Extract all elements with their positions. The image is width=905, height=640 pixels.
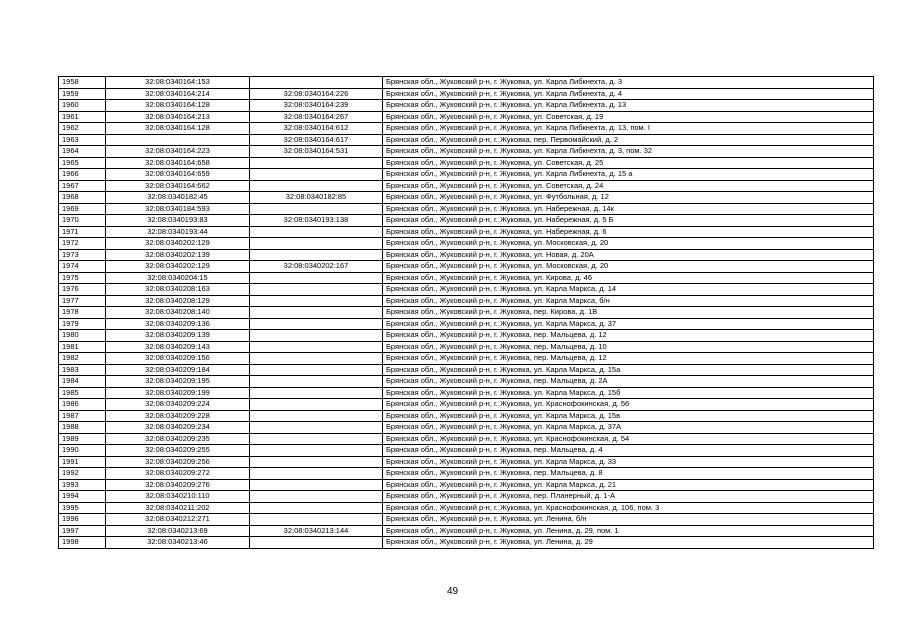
- table-row: [59, 445, 874, 457]
- building-number-cell: [250, 203, 383, 215]
- row-number-cell: 1961: [59, 111, 106, 123]
- table-row: [59, 77, 874, 89]
- building-number-cell: 32:08:0340193:138: [250, 215, 383, 227]
- table-row: [59, 468, 874, 480]
- address-cell: Брянская обл., Жуковский р-н, г. Жуковка, пер. Мальцева, д. 4: [383, 445, 874, 457]
- parcel-number-cell: 32:08:0340209:235: [106, 433, 250, 445]
- building-number-cell: [250, 226, 383, 238]
- row-number-cell: 1995: [59, 502, 106, 514]
- page-number: 49: [446, 586, 459, 597]
- row-number-cell: 1992: [59, 468, 106, 480]
- parcel-number-cell: 32:08:0340213:69: [106, 525, 250, 537]
- address-cell: Брянская обл., Жуковский р-н, г. Жуковка, ул. Советская, д. 19: [383, 111, 874, 123]
- table-row: [59, 399, 874, 411]
- row-number-cell: 1994: [59, 491, 106, 503]
- building-number-cell: 32:08:0340164:267: [250, 111, 383, 123]
- table-row: [59, 525, 874, 537]
- building-number-cell: [250, 77, 383, 89]
- table-row: [59, 422, 874, 434]
- table-row: [59, 249, 874, 261]
- row-number-cell: 1998: [59, 537, 106, 549]
- row-number-cell: 1991: [59, 456, 106, 468]
- row-number-cell: 1966: [59, 169, 106, 181]
- building-number-cell: [250, 514, 383, 526]
- row-number-cell: 1981: [59, 341, 106, 353]
- building-number-cell: [250, 364, 383, 376]
- building-number-cell: [250, 295, 383, 307]
- building-number-cell: [250, 537, 383, 549]
- table-row: [59, 111, 874, 123]
- address-cell: Брянская обл., Жуковский р-н, г. Жуковка, ул. Набережная, д. 6: [383, 226, 874, 238]
- row-number-cell: 1988: [59, 422, 106, 434]
- parcel-number-cell: 32:08:0340209:195: [106, 376, 250, 388]
- row-number-cell: 1965: [59, 157, 106, 169]
- address-cell: Брянская обл., Жуковский р-н, г. Жуковка, ул. Набережная, д. 14к: [383, 203, 874, 215]
- parcel-number-cell: 32:08:0340208:129: [106, 295, 250, 307]
- address-cell: Брянская обл., Жуковский р-н, г. Жуковка, ул. Карла Маркса, д. 37: [383, 318, 874, 330]
- row-number-cell: 1962: [59, 123, 106, 135]
- row-number-cell: 1976: [59, 284, 106, 296]
- parcel-number-cell: 32:08:0340209:143: [106, 341, 250, 353]
- table-row: [59, 134, 874, 146]
- table-row: [59, 295, 874, 307]
- address-cell: Брянская обл., Жуковский р-н, г. Жуковка, ул. Московская, д. 20: [383, 238, 874, 250]
- row-number-cell: 1971: [59, 226, 106, 238]
- row-number-cell: 1958: [59, 77, 106, 89]
- parcel-number-cell: 32:08:0340209:139: [106, 330, 250, 342]
- building-number-cell: [250, 387, 383, 399]
- address-cell: Брянская обл., Жуковский р-н, г. Жуковка, ул. Краснофокинская, д. 106, пом. 3: [383, 502, 874, 514]
- building-number-cell: [250, 410, 383, 422]
- building-number-cell: [250, 307, 383, 319]
- parcel-number-cell: 32:08:0340211:202: [106, 502, 250, 514]
- address-cell: Брянская обл., Жуковский р-н, г. Жуковка, пер. Первомайский, д. 2: [383, 134, 874, 146]
- building-number-cell: [250, 502, 383, 514]
- building-number-cell: [250, 353, 383, 365]
- building-number-cell: [250, 157, 383, 169]
- parcel-number-cell: 32:08:0340209:276: [106, 479, 250, 491]
- building-number-cell: 32:08:0340164:617: [250, 134, 383, 146]
- table-row: [59, 169, 874, 181]
- building-number-cell: 32:08:0340182:85: [250, 192, 383, 204]
- table-row: [59, 180, 874, 192]
- address-cell: Брянская обл., Жуковский р-н, г. Жуковка, пер. Мальцева, д. 12: [383, 330, 874, 342]
- row-number-cell: 1967: [59, 180, 106, 192]
- parcel-number-cell: 32:08:0340164:214: [106, 88, 250, 100]
- table-body: [59, 77, 874, 549]
- table-row: [59, 353, 874, 365]
- parcel-number-cell: 32:08:0340209:184: [106, 364, 250, 376]
- parcel-number-cell: 32:08:0340209:255: [106, 445, 250, 457]
- address-cell: Брянская обл., Жуковский р-н, г. Жуковка, ул. Ленина, д. 29, пом. 1: [383, 525, 874, 537]
- cadastral-table: [58, 76, 874, 549]
- building-number-cell: [250, 249, 383, 261]
- address-cell: Брянская обл., Жуковский р-н, г. Жуковка, пер. Планерный, д. 1-А: [383, 491, 874, 503]
- building-number-cell: [250, 445, 383, 457]
- building-number-cell: [250, 272, 383, 284]
- table-row: [59, 272, 874, 284]
- table-row: [59, 226, 874, 238]
- parcel-number-cell: 32:08:0340202:139: [106, 249, 250, 261]
- row-number-cell: 1986: [59, 399, 106, 411]
- parcel-number-cell: 32:08:0340209:272: [106, 468, 250, 480]
- address-cell: Брянская обл., Жуковский р-н, г. Жуковка, пер. Мальцева, д. 10: [383, 341, 874, 353]
- row-number-cell: 1963: [59, 134, 106, 146]
- table-row: [59, 410, 874, 422]
- address-cell: Брянская обл., Жуковский р-н, г. Жуковка, ул. Кирова, д. 46: [383, 272, 874, 284]
- parcel-number-cell: 32:08:0340164:213: [106, 111, 250, 123]
- table-row: [59, 433, 874, 445]
- parcel-number-cell: 32:08:0340164:659: [106, 169, 250, 181]
- table-row: [59, 318, 874, 330]
- table-row: [59, 203, 874, 215]
- parcel-number-cell: 32:08:0340182:45: [106, 192, 250, 204]
- address-cell: Брянская обл., Жуковский р-н, г. Жуковка, ул. Московская, д. 20: [383, 261, 874, 273]
- parcel-number-cell: 32:08:0340184:593: [106, 203, 250, 215]
- row-number-cell: 1978: [59, 307, 106, 319]
- table-row: [59, 341, 874, 353]
- address-cell: Брянская обл., Жуковский р-н, г. Жуковка, ул. Карла Маркса, д. 15б: [383, 387, 874, 399]
- parcel-number-cell: 32:08:0340193:44: [106, 226, 250, 238]
- row-number-cell: 1996: [59, 514, 106, 526]
- row-number-cell: 1990: [59, 445, 106, 457]
- parcel-number-cell: 32:08:0340209:136: [106, 318, 250, 330]
- address-cell: Брянская обл., Жуковский р-н, г. Жуковка, пер. Мальцева, д. 2А: [383, 376, 874, 388]
- parcel-number-cell: 32:08:0340164:153: [106, 77, 250, 89]
- parcel-number-cell: 32:08:0340202:129: [106, 238, 250, 250]
- table-row: [59, 514, 874, 526]
- row-number-cell: 1973: [59, 249, 106, 261]
- building-number-cell: [250, 284, 383, 296]
- table-row: [59, 157, 874, 169]
- row-number-cell: 1960: [59, 100, 106, 112]
- row-number-cell: 1997: [59, 525, 106, 537]
- building-number-cell: [250, 422, 383, 434]
- address-cell: Брянская обл., Жуковский р-н, г. Жуковка, ул. Карла Маркса, д. 37А: [383, 422, 874, 434]
- address-cell: Брянская обл., Жуковский р-н, г. Жуковка, пер. Мальцева, д. 12: [383, 353, 874, 365]
- parcel-number-cell: 32:08:0340210:110: [106, 491, 250, 503]
- building-number-cell: [250, 468, 383, 480]
- address-cell: Брянская обл., Жуковский р-н, г. Жуковка, ул. Футбольная, д. 12: [383, 192, 874, 204]
- building-number-cell: [250, 341, 383, 353]
- row-number-cell: 1989: [59, 433, 106, 445]
- row-number-cell: 1968: [59, 192, 106, 204]
- parcel-number-cell: 32:08:0340208:163: [106, 284, 250, 296]
- parcel-number-cell: 32:08:0340209:156: [106, 353, 250, 365]
- parcel-number-cell: 32:08:0340164:128: [106, 123, 250, 135]
- row-number-cell: 1959: [59, 88, 106, 100]
- table-row: [59, 192, 874, 204]
- row-number-cell: 1980: [59, 330, 106, 342]
- address-cell: Брянская обл., Жуковский р-н, г. Жуковка, ул. Карла Либкнехта, д. 15 а: [383, 169, 874, 181]
- table-row: [59, 491, 874, 503]
- row-number-cell: 1993: [59, 479, 106, 491]
- row-number-cell: 1987: [59, 410, 106, 422]
- row-number-cell: 1982: [59, 353, 106, 365]
- parcel-number-cell: 32:08:0340209:228: [106, 410, 250, 422]
- row-number-cell: 1983: [59, 364, 106, 376]
- parcel-number-cell: 32:08:0340209:199: [106, 387, 250, 399]
- address-cell: Брянская обл., Жуковский р-н, г. Жуковка, ул. Карла Либкнехта, д. 13: [383, 100, 874, 112]
- row-number-cell: 1964: [59, 146, 106, 158]
- row-number-cell: 1969: [59, 203, 106, 215]
- table-row: [59, 387, 874, 399]
- address-cell: Брянская обл., Жуковский р-н, г. Жуковка, пер. Кирова, д. 1В: [383, 307, 874, 319]
- table-row: [59, 284, 874, 296]
- building-number-cell: [250, 491, 383, 503]
- building-number-cell: 32:08:0340164:239: [250, 100, 383, 112]
- address-cell: Брянская обл., Жуковский р-н, г. Жуковка, пер. Мальцева, д. 8: [383, 468, 874, 480]
- address-cell: Брянская обл., Жуковский р-н, г. Жуковка, ул. Карла Либкнехта, д. 4: [383, 88, 874, 100]
- address-cell: Брянская обл., Жуковский р-н, г. Жуковка, ул. Ленина, д. 29: [383, 537, 874, 549]
- table-row: [59, 479, 874, 491]
- parcel-number-cell: 32:08:0340213:46: [106, 537, 250, 549]
- building-number-cell: [250, 433, 383, 445]
- building-number-cell: [250, 169, 383, 181]
- address-cell: Брянская обл., Жуковский р-н, г. Жуковка, ул. Карла Либкнехта, д. 13, пом. I: [383, 123, 874, 135]
- row-number-cell: 1970: [59, 215, 106, 227]
- row-number-cell: 1975: [59, 272, 106, 284]
- parcel-number-cell: 32:08:0340212:271: [106, 514, 250, 526]
- address-cell: Брянская обл., Жуковский р-н, г. Жуковка, ул. Набережная, д. 5 Б: [383, 215, 874, 227]
- table-row: [59, 100, 874, 112]
- address-cell: Брянская обл., Жуковский р-н, г. Жуковка, ул. Карла Маркса, д. 15в: [383, 410, 874, 422]
- parcel-number-cell: 32:08:0340202:129: [106, 261, 250, 273]
- row-number-cell: 1974: [59, 261, 106, 273]
- building-number-cell: [250, 376, 383, 388]
- building-number-cell: [250, 318, 383, 330]
- parcel-number-cell: 32:08:0340164:128: [106, 100, 250, 112]
- parcel-number-cell: 32:08:0340193:83: [106, 215, 250, 227]
- table-row: [59, 376, 874, 388]
- building-number-cell: 32:08:0340202:167: [250, 261, 383, 273]
- table-row: [59, 537, 874, 549]
- parcel-number-cell: 32:08:0340164:658: [106, 157, 250, 169]
- parcel-number-cell: 32:08:0340208:140: [106, 307, 250, 319]
- parcel-number-cell: 32:08:0340209:224: [106, 399, 250, 411]
- building-number-cell: [250, 399, 383, 411]
- table-row: [59, 502, 874, 514]
- parcel-number-cell: 32:08:0340164:662: [106, 180, 250, 192]
- building-number-cell: 32:08:0340213:144: [250, 525, 383, 537]
- address-cell: Брянская обл., Жуковский р-н, г. Жуковка, ул. Новая, д. 20А: [383, 249, 874, 261]
- building-number-cell: [250, 479, 383, 491]
- table-row: [59, 330, 874, 342]
- row-number-cell: 1979: [59, 318, 106, 330]
- table-row: [59, 123, 874, 135]
- building-number-cell: [250, 330, 383, 342]
- address-cell: Брянская обл., Жуковский р-н, г. Жуковка, ул. Карла Маркса, б/н: [383, 295, 874, 307]
- parcel-number-cell: 32:08:0340204:15: [106, 272, 250, 284]
- row-number-cell: 1977: [59, 295, 106, 307]
- table-row: [59, 215, 874, 227]
- building-number-cell: 32:08:0340164:226: [250, 88, 383, 100]
- parcel-number-cell: 32:08:0340209:256: [106, 456, 250, 468]
- row-number-cell: 1985: [59, 387, 106, 399]
- table-row: [59, 364, 874, 376]
- building-number-cell: 32:08:0340164:612: [250, 123, 383, 135]
- address-cell: Брянская обл., Жуковский р-н, г. Жуковка, ул. Краснофокинская, д. 56: [383, 399, 874, 411]
- address-cell: Брянская обл., Жуковский р-н, г. Жуковка, ул. Карла Маркса, д. 14: [383, 284, 874, 296]
- address-cell: Брянская обл., Жуковский р-н, г. Жуковка, ул. Карла Маркса, д. 21: [383, 479, 874, 491]
- parcel-number-cell: 32:08:0340164:223: [106, 146, 250, 158]
- parcel-number-cell: 32:08:0340209:234: [106, 422, 250, 434]
- address-cell: Брянская обл., Жуковский р-н, г. Жуковка, ул. Советская, д. 25: [383, 157, 874, 169]
- address-cell: Брянская обл., Жуковский р-н, г. Жуковка, ул. Карла Маркса, д. 33: [383, 456, 874, 468]
- parcel-number-cell: [106, 134, 250, 146]
- building-number-cell: [250, 180, 383, 192]
- address-cell: Брянская обл., Жуковский р-н, г. Жуковка, ул. Советская, д. 24: [383, 180, 874, 192]
- table-row: [59, 238, 874, 250]
- table-row: [59, 456, 874, 468]
- table-row: [59, 146, 874, 158]
- table-row: [59, 88, 874, 100]
- address-cell: Брянская обл., Жуковский р-н, г. Жуковка, ул. Карла Маркса, д. 15а: [383, 364, 874, 376]
- address-cell: Брянская обл., Жуковский р-н, г. Жуковка, ул. Ленина, б/н: [383, 514, 874, 526]
- building-number-cell: 32:08:0340164:531: [250, 146, 383, 158]
- table-row: [59, 261, 874, 273]
- building-number-cell: [250, 456, 383, 468]
- row-number-cell: 1972: [59, 238, 106, 250]
- row-number-cell: 1984: [59, 376, 106, 388]
- address-cell: Брянская обл., Жуковский р-н, г. Жуковка, ул. Краснофокинская, д. 54: [383, 433, 874, 445]
- address-cell: Брянская обл., Жуковский р-н, г. Жуковка, ул. Карла Либкнехта, д. 3: [383, 77, 874, 89]
- building-number-cell: [250, 238, 383, 250]
- table-row: [59, 307, 874, 319]
- address-cell: Брянская обл., Жуковский р-н, г. Жуковка, ул. Карла Либкнехта, д. 3, пом. 32: [383, 146, 874, 158]
